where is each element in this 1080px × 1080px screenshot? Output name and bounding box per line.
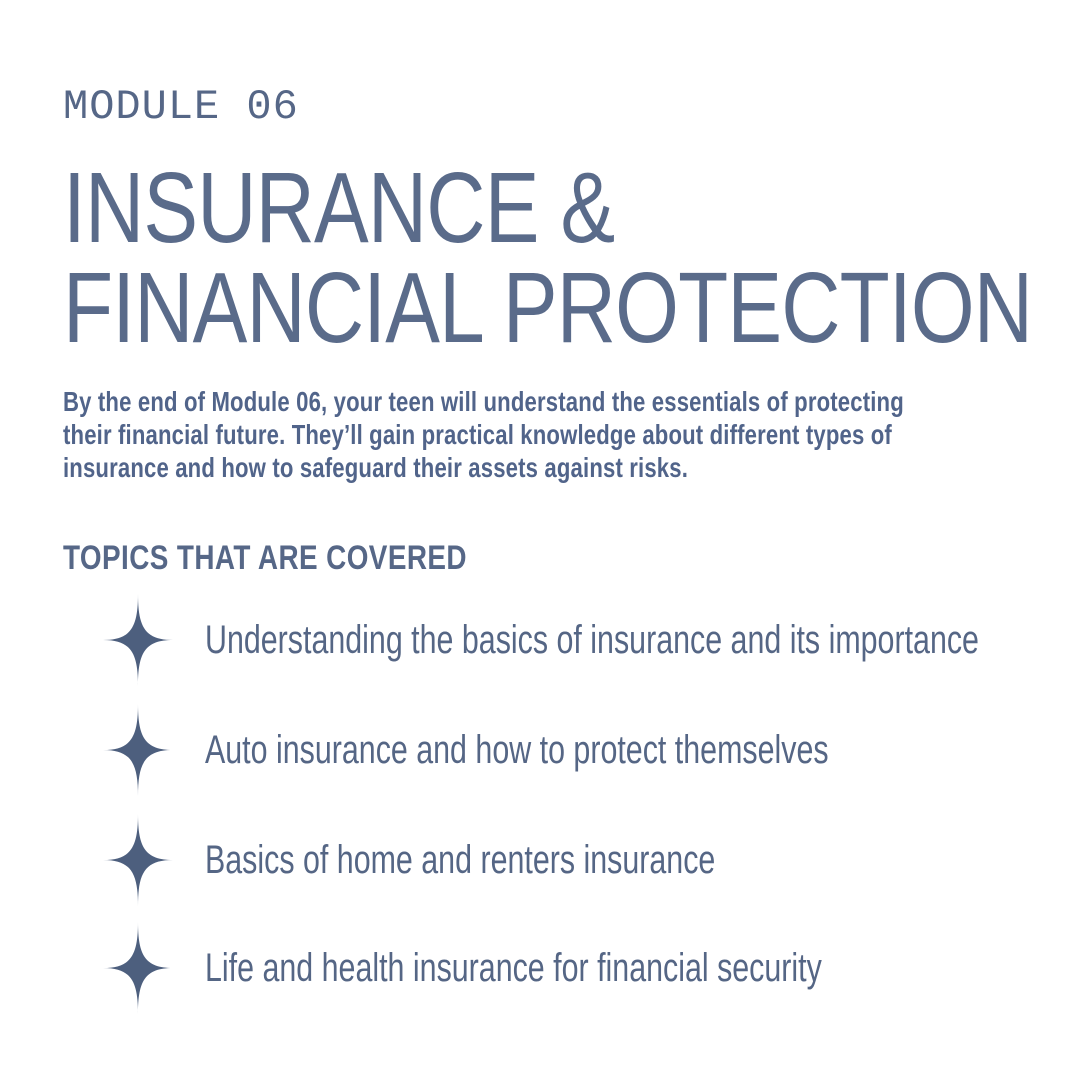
topics-heading-label: TOPICS THAT ARE COVERED [63, 539, 467, 577]
description-line-3: insurance and how to safeguard their assets against risks. [63, 452, 689, 483]
topic-label: Auto insurance and how to protect themselves [205, 728, 829, 772]
page-title-line-2: FINANCIAL PROTECTION [63, 252, 1033, 364]
sparkle-icon [103, 594, 173, 686]
description-line-2: their financial future. They’ll gain practical knowledge about different types of [63, 419, 892, 450]
module-label: MODULE 06 [63, 83, 299, 131]
topic-item [63, 585, 1080, 695]
sparkle-icon [103, 704, 173, 796]
topic-label: Understanding the basics of insurance and its importance [205, 618, 979, 662]
topic-item [63, 913, 1017, 1023]
topic-item [63, 805, 876, 915]
topic-item [63, 695, 1025, 805]
page-title-line-1: INSURANCE & [63, 152, 615, 264]
topics-heading [63, 538, 556, 578]
description-line-1: By the end of Module 06, your teen will understand the essentials of protecting [63, 386, 904, 417]
topic-label: Basics of home and renters insurance [205, 838, 716, 882]
sparkle-icon [103, 814, 173, 906]
topic-label: Life and health insurance for financial security [205, 946, 822, 990]
page-title [63, 152, 1080, 364]
module-description [63, 385, 1080, 484]
sparkle-icon [103, 922, 173, 1014]
